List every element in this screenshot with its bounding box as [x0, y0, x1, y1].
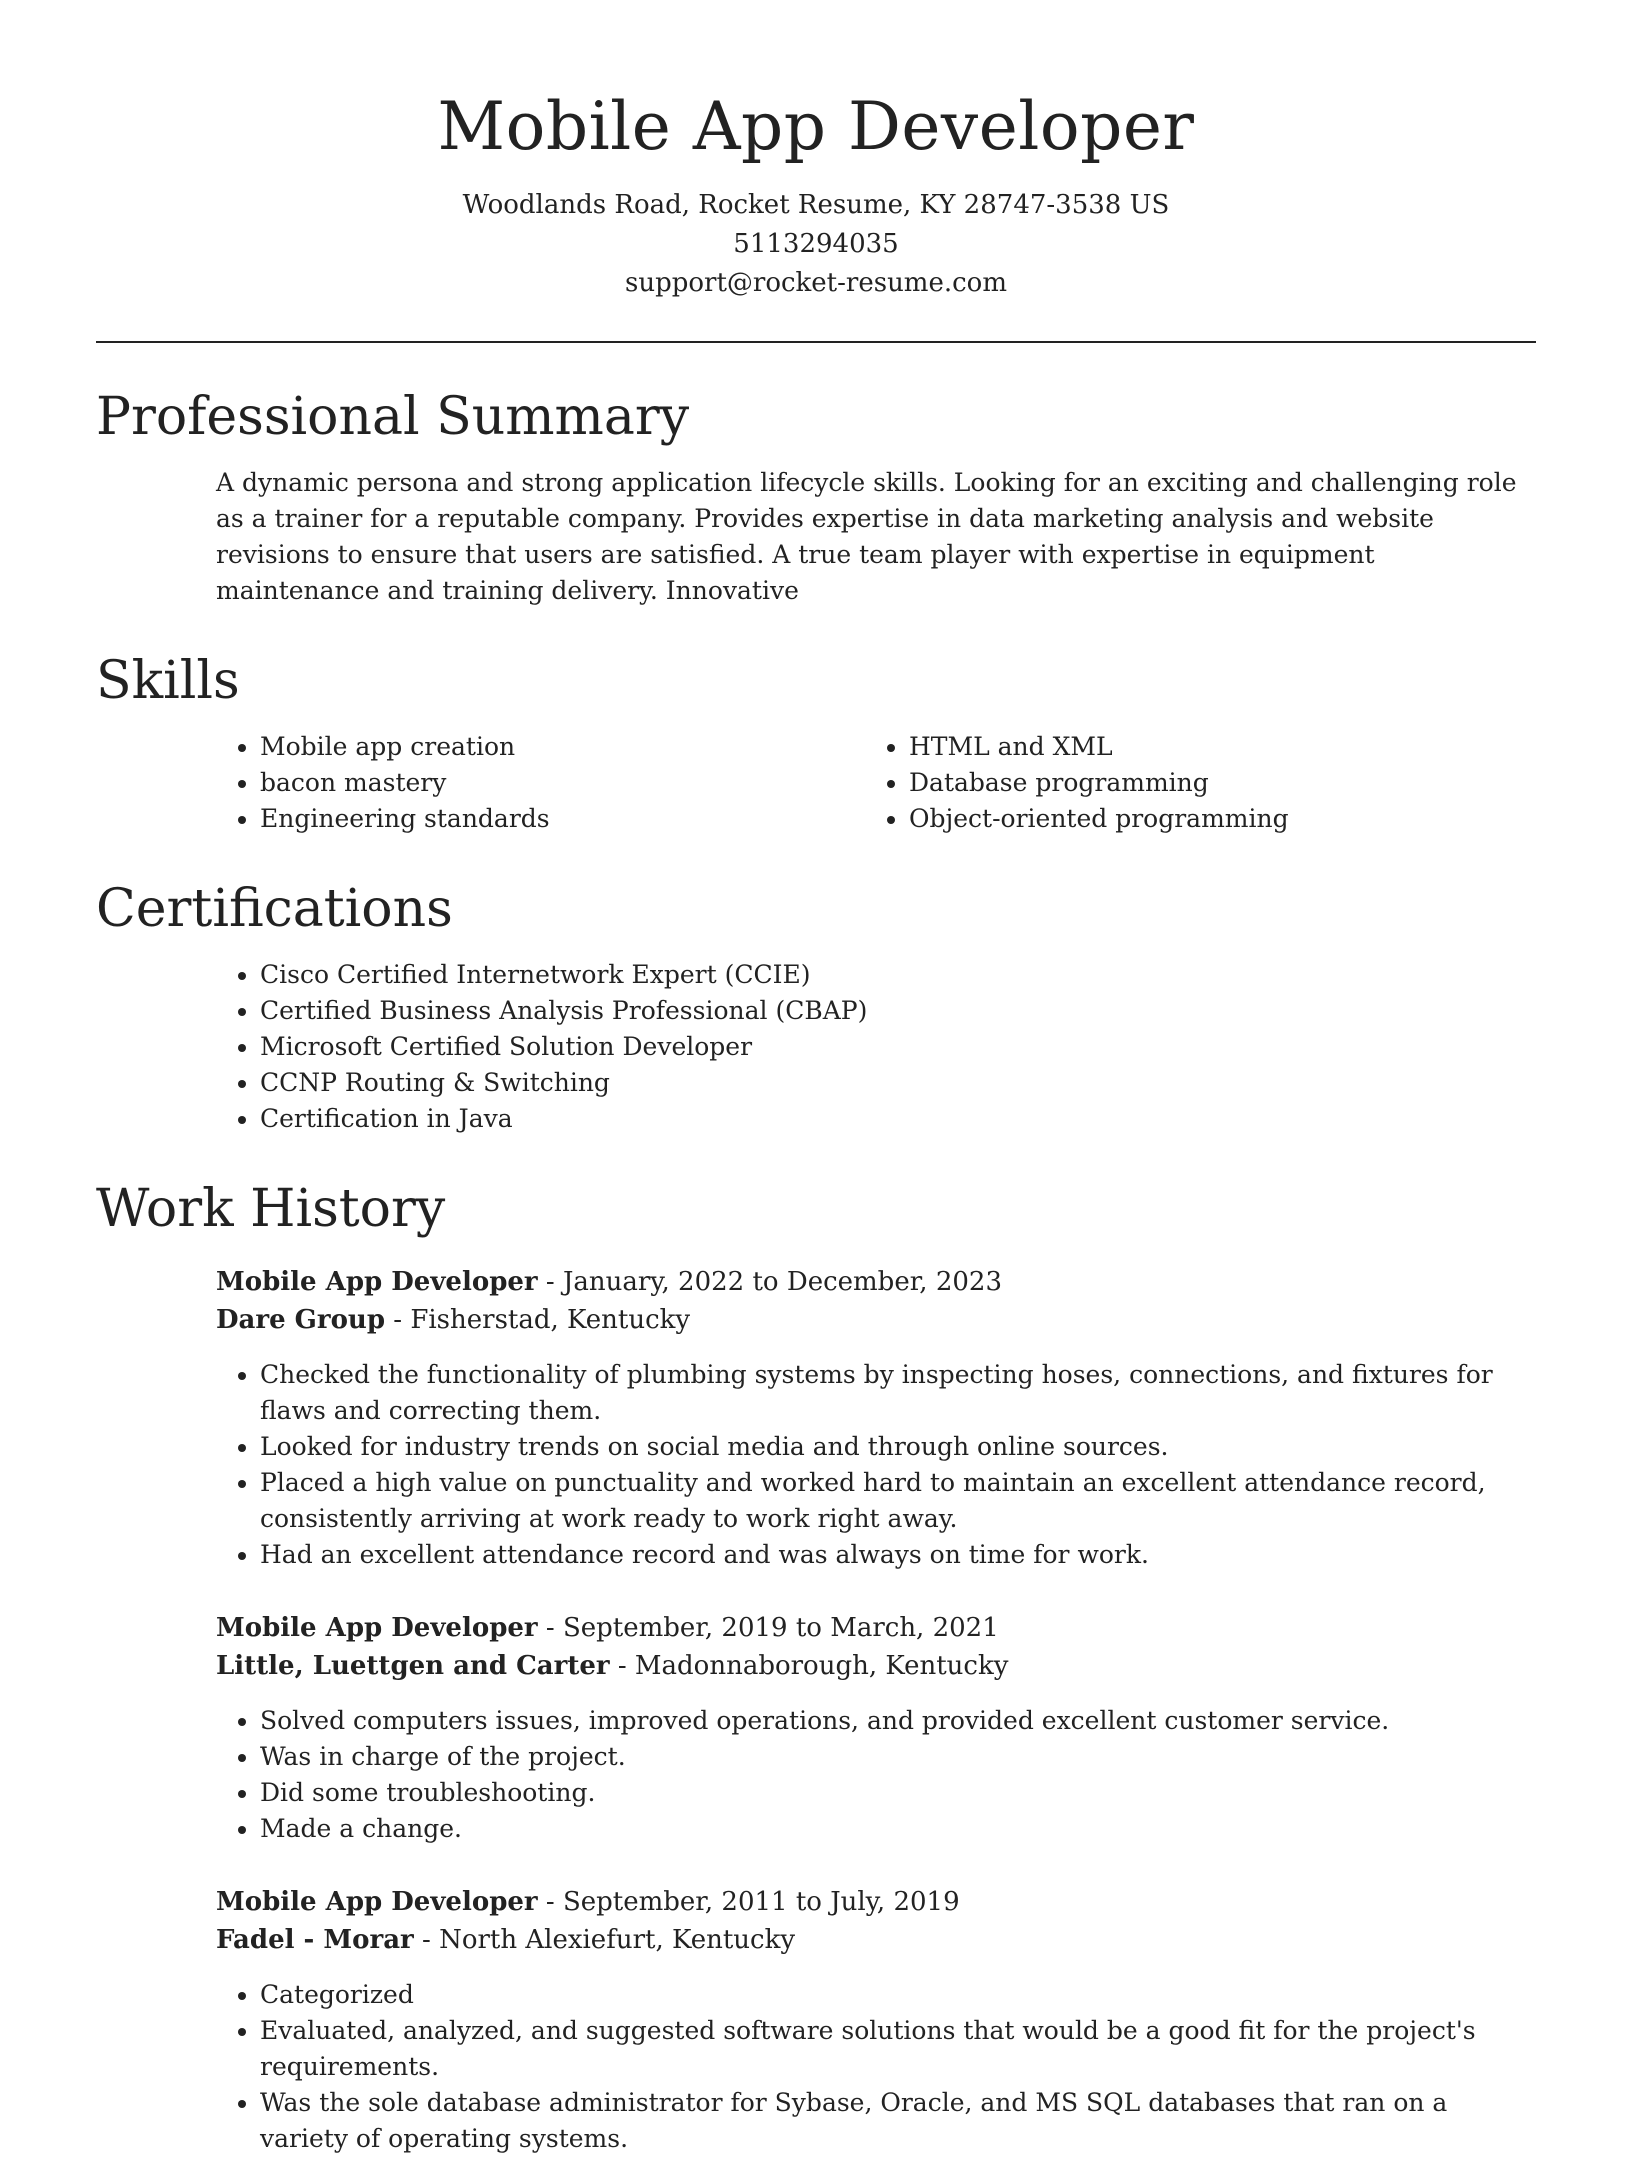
list-item: • Certified Business Analysis Professional (CBAP)	[260, 993, 1536, 1029]
job-dates: - September, 2011 to July, 2019	[537, 1887, 960, 1917]
job-dates: - September, 2019 to March, 2021	[537, 1613, 999, 1643]
list-item: • Cisco Certified Internetwork Expert (CCIE)	[260, 957, 1536, 993]
summary-heading: Professional Summary	[96, 387, 690, 447]
list-item: • Evaluated, analyzed, and suggested software solutions that would be a good fit for the project's requirements.	[260, 2013, 1536, 2085]
job-bullets	[216, 1703, 1536, 1847]
skills-grid	[216, 729, 1536, 837]
phone: 5113294035	[733, 229, 899, 259]
job-company: Fadel - Morar	[216, 1925, 414, 1955]
header-divider	[96, 341, 1536, 343]
work-history-heading: Work History	[96, 1179, 446, 1239]
list-item: • Certification in Java	[260, 1101, 1536, 1137]
list-item: • Had an excellent attendance record and was always on time for work.	[260, 1537, 1536, 1573]
list-item: • Engineering standards	[260, 801, 865, 837]
work-history-section	[96, 1177, 1536, 2157]
list-item: • CCNP Routing & Switching	[260, 1065, 1536, 1101]
skills-left-list	[216, 729, 865, 837]
job-title-line	[216, 1609, 1536, 1647]
list-item: • Mobile app creation	[260, 729, 865, 765]
job-company-line	[216, 1921, 1536, 1959]
email: support@rocket-resume.com	[624, 268, 1007, 298]
certifications-heading: Certifications	[96, 879, 453, 939]
list-item: • HTML and XML	[909, 729, 1514, 765]
certifications-list	[216, 957, 1536, 1137]
list-item: • bacon mastery	[260, 765, 865, 801]
job-bullets	[216, 1357, 1536, 1573]
list-item: • Microsoft Certified Solution Developer	[260, 1029, 1536, 1065]
summary-text: A dynamic persona and strong application lifecycle skills. Looking for an exciting and challenging role as a trainer for a reputable company. Provides expertise in data marketing analysis and website revisions to ensure that users are satisfied. A true team player with expertise in equipment maintenance and training delivery. Innovative	[216, 468, 1517, 605]
job-company-line	[216, 1647, 1536, 1685]
job-location: - Madonnaborough, Kentucky	[609, 1651, 1009, 1681]
job-company: Little, Luettgen and Carter	[216, 1651, 610, 1681]
job-location: - North Alexiefurt, Kentucky	[413, 1925, 796, 1955]
job-title: Mobile App Developer	[216, 1613, 538, 1643]
page-title: Mobile App Developer	[437, 88, 1195, 165]
address: Woodlands Road, Rocket Resume, KY 28747-3538 US	[462, 190, 1170, 220]
contact-info	[96, 186, 1536, 303]
certifications-section	[96, 877, 1536, 1137]
skills-heading: Skills	[96, 651, 240, 711]
list-item: • Was in charge of the project.	[260, 1739, 1536, 1775]
skills-section	[96, 649, 1536, 837]
job-dates: - January, 2022 to December, 2023	[537, 1267, 1002, 1297]
job-entry	[216, 1883, 1536, 2157]
skills-right-list	[865, 729, 1514, 837]
list-item: • Did some troubleshooting.	[260, 1775, 1536, 1811]
summary-section	[96, 385, 1536, 609]
list-item: • Database programming	[909, 765, 1514, 801]
job-company-line	[216, 1301, 1536, 1339]
list-item: • Categorized	[260, 1977, 1536, 2013]
job-company: Dare Group	[216, 1305, 386, 1335]
list-item: • Object-oriented programming	[909, 801, 1514, 837]
list-item: • Placed a high value on punctuality and worked hard to maintain an excellent attendance record, consistently arriving at work ready to work right away.	[260, 1465, 1536, 1537]
job-location: - Fisherstad, Kentucky	[385, 1305, 691, 1335]
list-item: • Looked for industry trends on social media and through online sources.	[260, 1429, 1536, 1465]
list-item: • Solved computers issues, improved operations, and provided excellent customer service.	[260, 1703, 1536, 1739]
job-entry	[216, 1263, 1536, 1573]
job-title-line	[216, 1883, 1536, 1921]
job-title-line	[216, 1263, 1536, 1301]
job-title: Mobile App Developer	[216, 1887, 538, 1917]
list-item: • Checked the functionality of plumbing systems by inspecting hoses, connections, and fixtures for flaws and correcting them.	[260, 1357, 1536, 1429]
resume-page	[96, 0, 1536, 2157]
resume-header	[96, 0, 1536, 303]
job-bullets	[216, 1977, 1536, 2157]
job-entry	[216, 1609, 1536, 1847]
job-title: Mobile App Developer	[216, 1267, 538, 1297]
list-item: • Was the sole database administrator for Sybase, Oracle, and MS SQL databases that ran on a variety of operating systems.	[260, 2085, 1536, 2157]
list-item: • Made a change.	[260, 1811, 1536, 1847]
